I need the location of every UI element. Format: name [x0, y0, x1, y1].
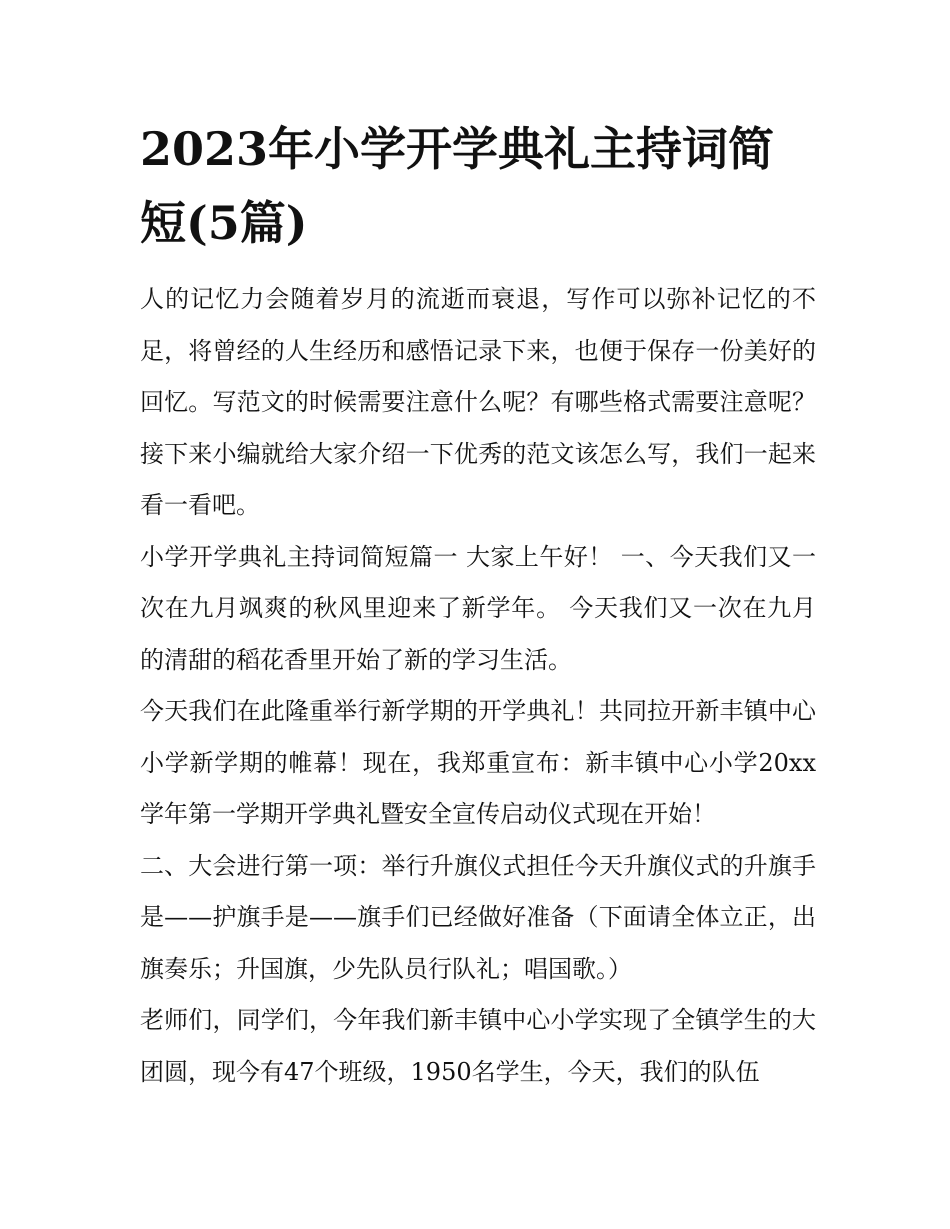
document-body [140, 274, 816, 1098]
document-title: 2023年小学开学典礼主持词简短(5篇) [140, 122, 775, 250]
paragraph-school-overview: 老师们，同学们，今年我们新丰镇中心小学实现了全镇学生的大团圆，现今有47个班级，1950名学生，今天，我们的队伍 [140, 1006, 816, 1086]
paragraph-intro: 人的记忆力会随着岁月的流逝而衰退，写作可以弥补记忆的不足，将曾经的人生经历和感悟记录下来，也便于保存一份美好的回忆。写范文的时候需要注意什么呢？有哪些格式需要注意呢？接下来小编就给大家介绍一下优秀的范文该怎么写，我们一起来看一看吧。 [140, 285, 816, 519]
paragraph-flag-ceremony: 二、大会进行第一项：举行升旗仪式担任今天升旗仪式的升旗手是——护旗手是——旗手们已经做好准备（下面请全体立正，出旗奏乐；升国旗，少先队员行队礼；唱国歌。） [140, 851, 816, 983]
paragraph-announcement: 今天我们在此隆重举行新学期的开学典礼！共同拉开新丰镇中心小学新学期的帷幕！现在，我郑重宣布：新丰镇中心小学20xx学年第一学期开学典礼暨安全宣传启动仪式现在开始！ [140, 697, 816, 828]
paragraph-opening: 小学开学典礼主持词简短篇一 大家上午好！ 一、今天我们又一次在九月飒爽的秋风里迎来了新学年。 今天我们又一次在九月的清甜的稻花香里开始了新的学习生活。 [140, 542, 816, 674]
